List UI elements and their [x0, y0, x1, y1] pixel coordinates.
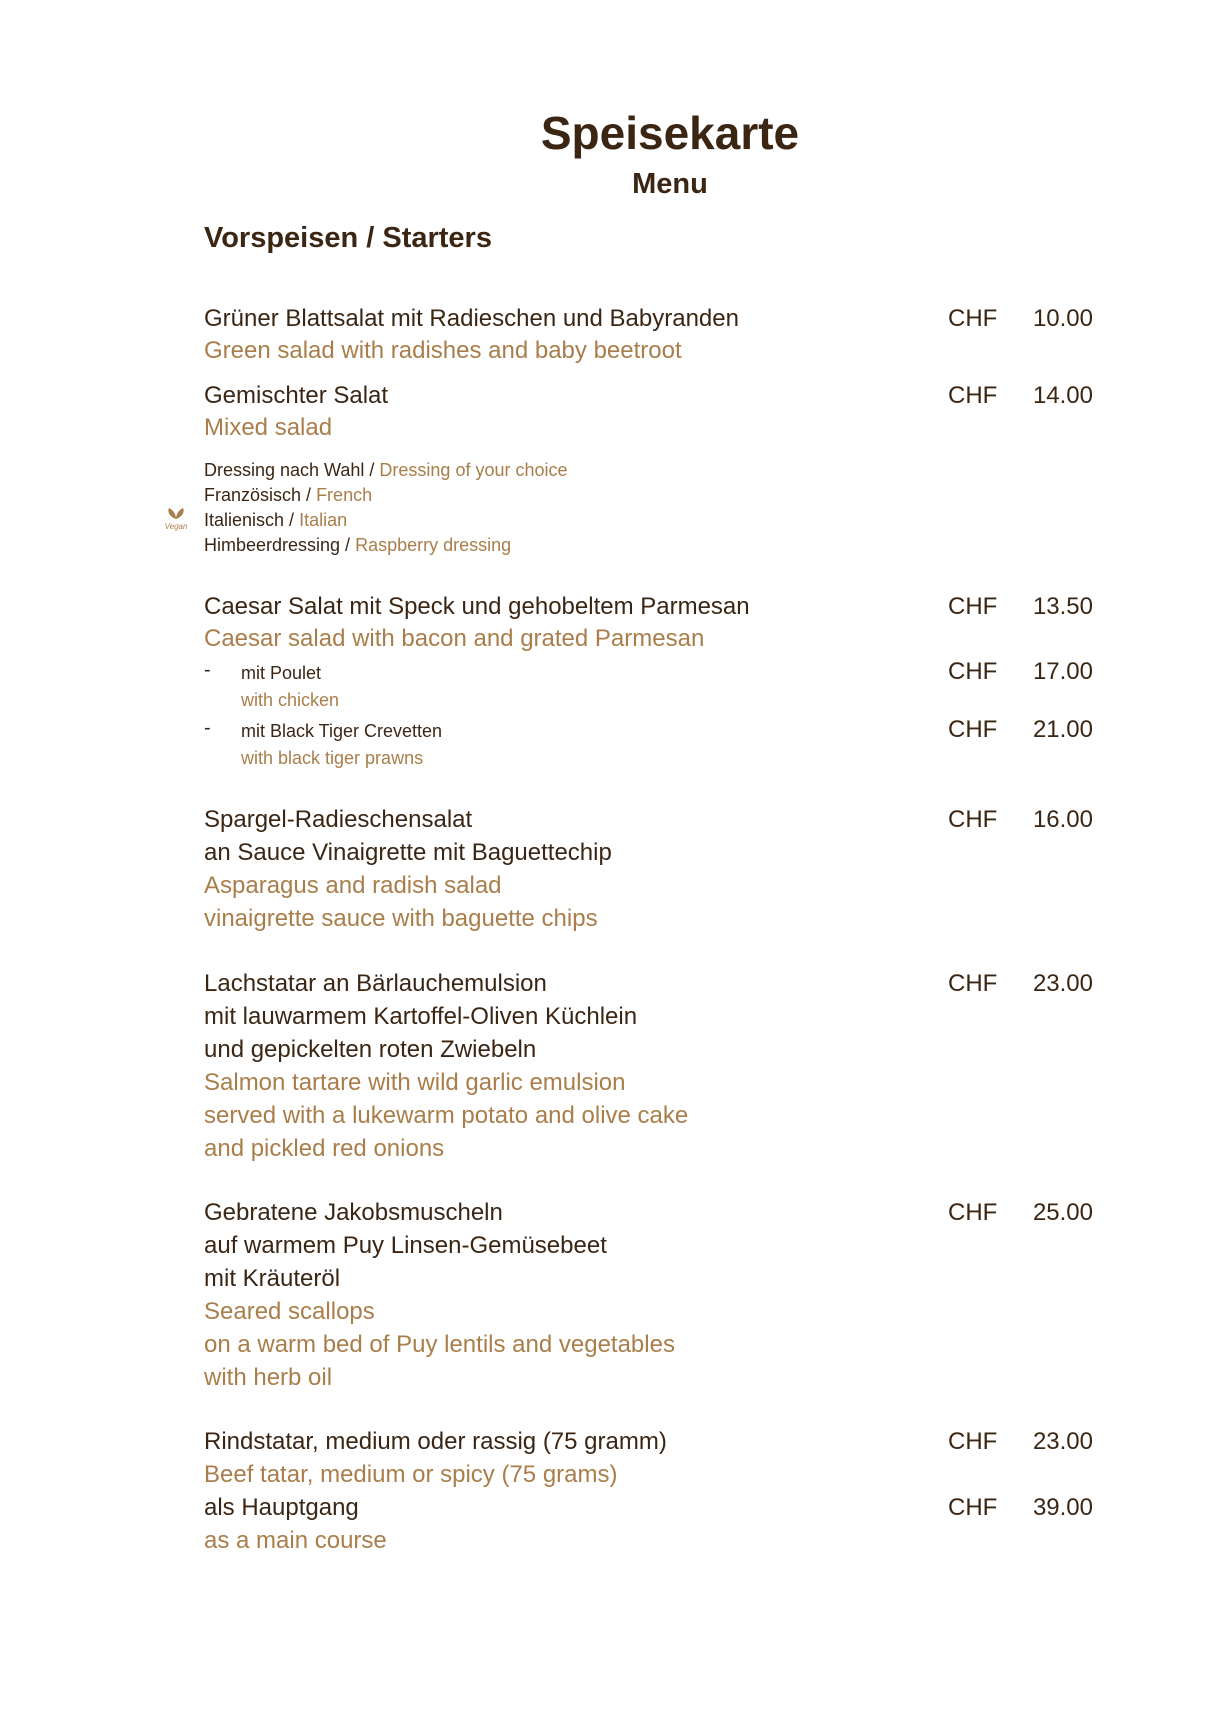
beef-tatar-currency: CHF	[948, 1428, 998, 1455]
asparagus-currency: CHF	[948, 806, 998, 833]
green-salad-name-en: Green salad with radishes and baby beetroot	[204, 337, 682, 364]
scallops-currency: CHF	[948, 1199, 998, 1226]
dressing-intro	[204, 460, 568, 481]
scallops-price: 25.00	[1032, 1199, 1093, 1226]
caesar-chicken-currency: CHF	[948, 658, 998, 685]
dressing-french-en: French	[316, 485, 373, 505]
caesar-name-en: Caesar salad with bacon and grated Parmesan	[204, 625, 705, 652]
caesar-price: 13.50	[1032, 593, 1093, 620]
caesar-currency: CHF	[948, 593, 998, 620]
caesar-chicken-price: 17.00	[1032, 658, 1093, 685]
green-salad-price: 10.00	[1032, 305, 1093, 332]
beef-tatar-price: 23.00	[1032, 1428, 1093, 1455]
asparagus-name-en-1: Asparagus and radish salad	[204, 872, 502, 899]
caesar-prawns-price: 21.00	[1032, 716, 1093, 743]
asparagus-price: 16.00	[1032, 806, 1093, 833]
salmon-price: 23.00	[1032, 970, 1093, 997]
dressing-italian	[204, 510, 347, 531]
beef-tatar-main-de: als Hauptgang	[204, 1494, 359, 1521]
dressing-raspberry-en: Raspberry dressing	[355, 535, 512, 555]
page-title: Speisekarte	[540, 107, 800, 159]
vegan-leaves-icon	[158, 507, 194, 531]
caesar-prawns-de: mit Black Tiger Crevetten	[241, 721, 443, 741]
dressing-intro-en: Dressing of your choice	[379, 460, 568, 480]
salmon-name-en-3: and pickled red onions	[204, 1135, 445, 1162]
scallops-name-de-1: Gebratene Jakobsmuscheln	[204, 1199, 503, 1226]
vegan-label: Vegan	[164, 522, 188, 531]
beef-tatar-name-de: Rindstatar, medium oder rassig (75 gramm)	[204, 1428, 667, 1455]
salmon-name-de-3: und gepickelten roten Zwiebeln	[204, 1036, 537, 1063]
salmon-name-en-1: Salmon tartare with wild garlic emulsion	[204, 1069, 626, 1096]
salmon-name-de-1: Lachstatar an Bärlauchemulsion	[204, 970, 547, 997]
mixed-salad-currency: CHF	[948, 382, 998, 409]
salmon-name-en-2: served with a lukewarm potato and olive cake	[204, 1102, 689, 1129]
caesar-name-de: Caesar Salat mit Speck und gehobeltem Parmesan	[204, 593, 750, 620]
scallops-name-de-3: mit Kräuteröl	[204, 1265, 341, 1292]
section-title: Vorspeisen / Starters	[204, 222, 492, 254]
caesar-prawns-dash: -	[204, 717, 211, 739]
asparagus-name-de-1: Spargel-Radieschensalat	[204, 806, 473, 833]
beef-tatar-main-currency: CHF	[948, 1494, 998, 1521]
salmon-currency: CHF	[948, 970, 998, 997]
caesar-prawns-en: with black tiger prawns	[241, 748, 424, 768]
scallops-name-en-3: with herb oil	[204, 1364, 333, 1391]
dressing-french-de: Französisch /	[204, 485, 312, 505]
dressing-italian-de: Italienisch /	[204, 510, 295, 530]
beef-tatar-main-en: as a main course	[204, 1527, 387, 1554]
dressing-italian-en: Italian	[299, 510, 348, 530]
mixed-salad-name-de: Gemischter Salat	[204, 382, 389, 409]
page-subtitle: Menu	[632, 168, 708, 200]
dressing-intro-de: Dressing nach Wahl /	[204, 460, 375, 480]
scallops-name-en-1: Seared scallops	[204, 1298, 375, 1325]
dressing-french	[204, 485, 372, 506]
vegan-icon	[158, 507, 194, 531]
scallops-name-en-2: on a warm bed of Puy lentils and vegetables	[204, 1331, 675, 1358]
dressing-raspberry	[204, 535, 511, 556]
mixed-salad-name-en: Mixed salad	[204, 414, 333, 441]
asparagus-name-en-2: vinaigrette sauce with baguette chips	[204, 905, 598, 932]
dressing-raspberry-de: Himbeerdressing /	[204, 535, 351, 555]
beef-tatar-main-price: 39.00	[1032, 1494, 1093, 1521]
caesar-chicken-de: mit Poulet	[241, 663, 322, 683]
green-salad-currency: CHF	[948, 305, 998, 332]
caesar-chicken-en: with chicken	[241, 690, 340, 710]
mixed-salad-price: 14.00	[1032, 382, 1093, 409]
scallops-name-de-2: auf warmem Puy Linsen-Gemüsebeet	[204, 1232, 607, 1259]
caesar-chicken-dash: -	[204, 659, 211, 681]
salmon-name-de-2: mit lauwarmem Kartoffel-Oliven Küchlein	[204, 1003, 638, 1030]
green-salad-name-de: Grüner Blattsalat mit Radieschen und Babyranden	[204, 305, 739, 332]
caesar-prawns-currency: CHF	[948, 716, 998, 743]
beef-tatar-name-en: Beef tatar, medium or spicy (75 grams)	[204, 1461, 618, 1488]
asparagus-name-de-2: an Sauce Vinaigrette mit Baguettechip	[204, 839, 612, 866]
